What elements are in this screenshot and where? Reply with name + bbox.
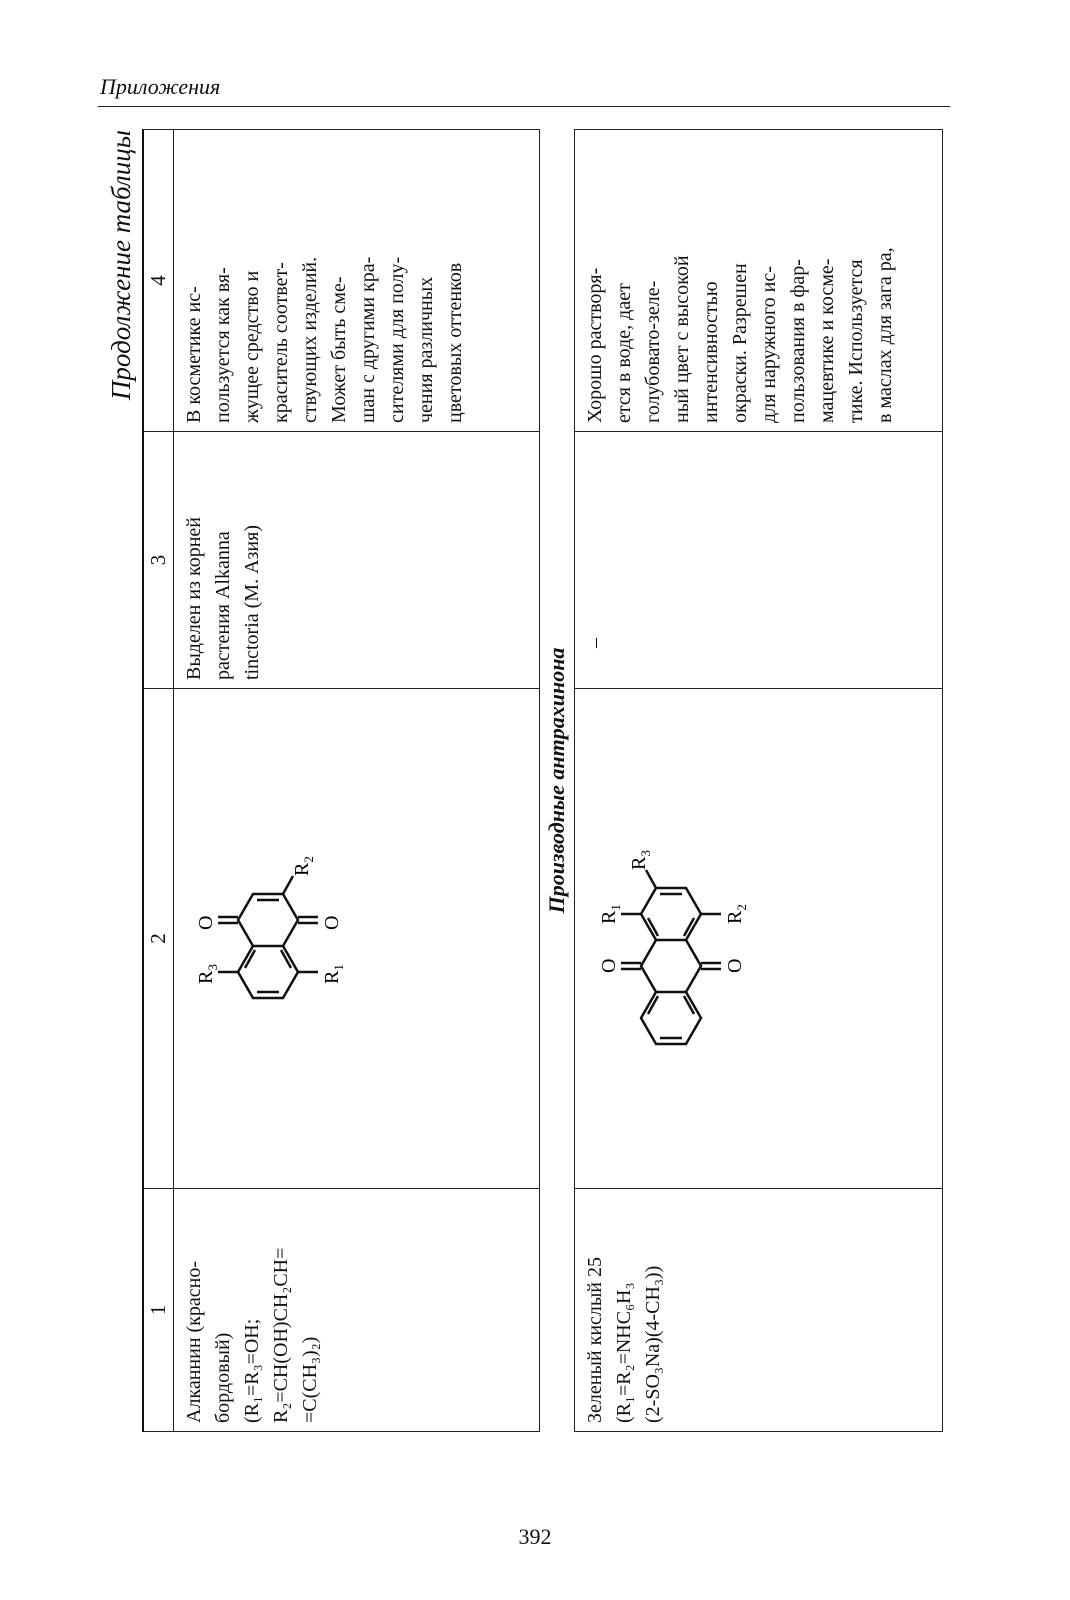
rotated-table-block: [106, 130, 944, 1432]
r3-label: $R_3$: [628, 850, 653, 871]
r1-label: $R_1$: [321, 964, 346, 985]
col-header-4: 4: [143, 130, 174, 432]
r3-label: $R_3$: [195, 964, 220, 985]
r1-label: $R_1$: [598, 904, 623, 925]
section-title: Производные антрахинона: [540, 130, 575, 1432]
r2-label: $R_2$: [724, 904, 749, 925]
header-row: [143, 130, 174, 1432]
row1-name: Алканнин (красно- бордовый) (R₁=R₃=OH; R₂=CH(OH)CH₂CH= =C(CH₃)₂): [174, 1189, 540, 1432]
section-row: [540, 130, 575, 1432]
row2-description: Хорошо растворя- ется в воде, дает голубовато-зеле- ный цвет с высокой интенсивностью окраски. Разрешен для наружного ис- пользования в фар- мацевтике и косме- тике. Используется в маслах для зага ра,: [575, 130, 943, 432]
o-label-bottom: O: [321, 916, 343, 931]
row1-structure: [174, 689, 540, 1189]
row1-description: В косметике ис- пользуется как вя- жущее средство и краситель соответ- ствующих изделий. Может быть сме- шан с другими кра- сителями для полу- чения различных цветовых оттенков: [174, 130, 540, 432]
row2-source: –: [575, 432, 943, 689]
o-label-bottom: O: [724, 959, 746, 974]
row1-source: Выделен из корней растения Alkanna tinctoria (М. Азия): [174, 432, 540, 689]
col-header-1: 1: [143, 1189, 174, 1432]
o-label-top: O: [195, 916, 217, 931]
row2-structure: [575, 689, 943, 1189]
running-title: Приложения: [100, 74, 221, 99]
page-number: 392: [518, 1524, 552, 1549]
table-row: [174, 130, 540, 1432]
naphthoquinone-structure: [180, 829, 380, 1049]
anthraquinone-structure: [581, 789, 781, 1089]
o-label-top: O: [598, 959, 620, 974]
col-header-2: 2: [143, 689, 174, 1189]
dye-table: [142, 129, 943, 1432]
header-rule: [98, 106, 950, 107]
row2-name: Зеленый кислый 25 (R₁=R₂=NHC₆H₃ (2-SO₃Na)(4-CH₃)): [575, 1189, 943, 1432]
r2-label: $R_2$: [291, 856, 316, 877]
col-header-3: 3: [143, 432, 174, 689]
table-row: [575, 130, 943, 1432]
table-caption: Продолжение таблицы: [106, 130, 136, 401]
